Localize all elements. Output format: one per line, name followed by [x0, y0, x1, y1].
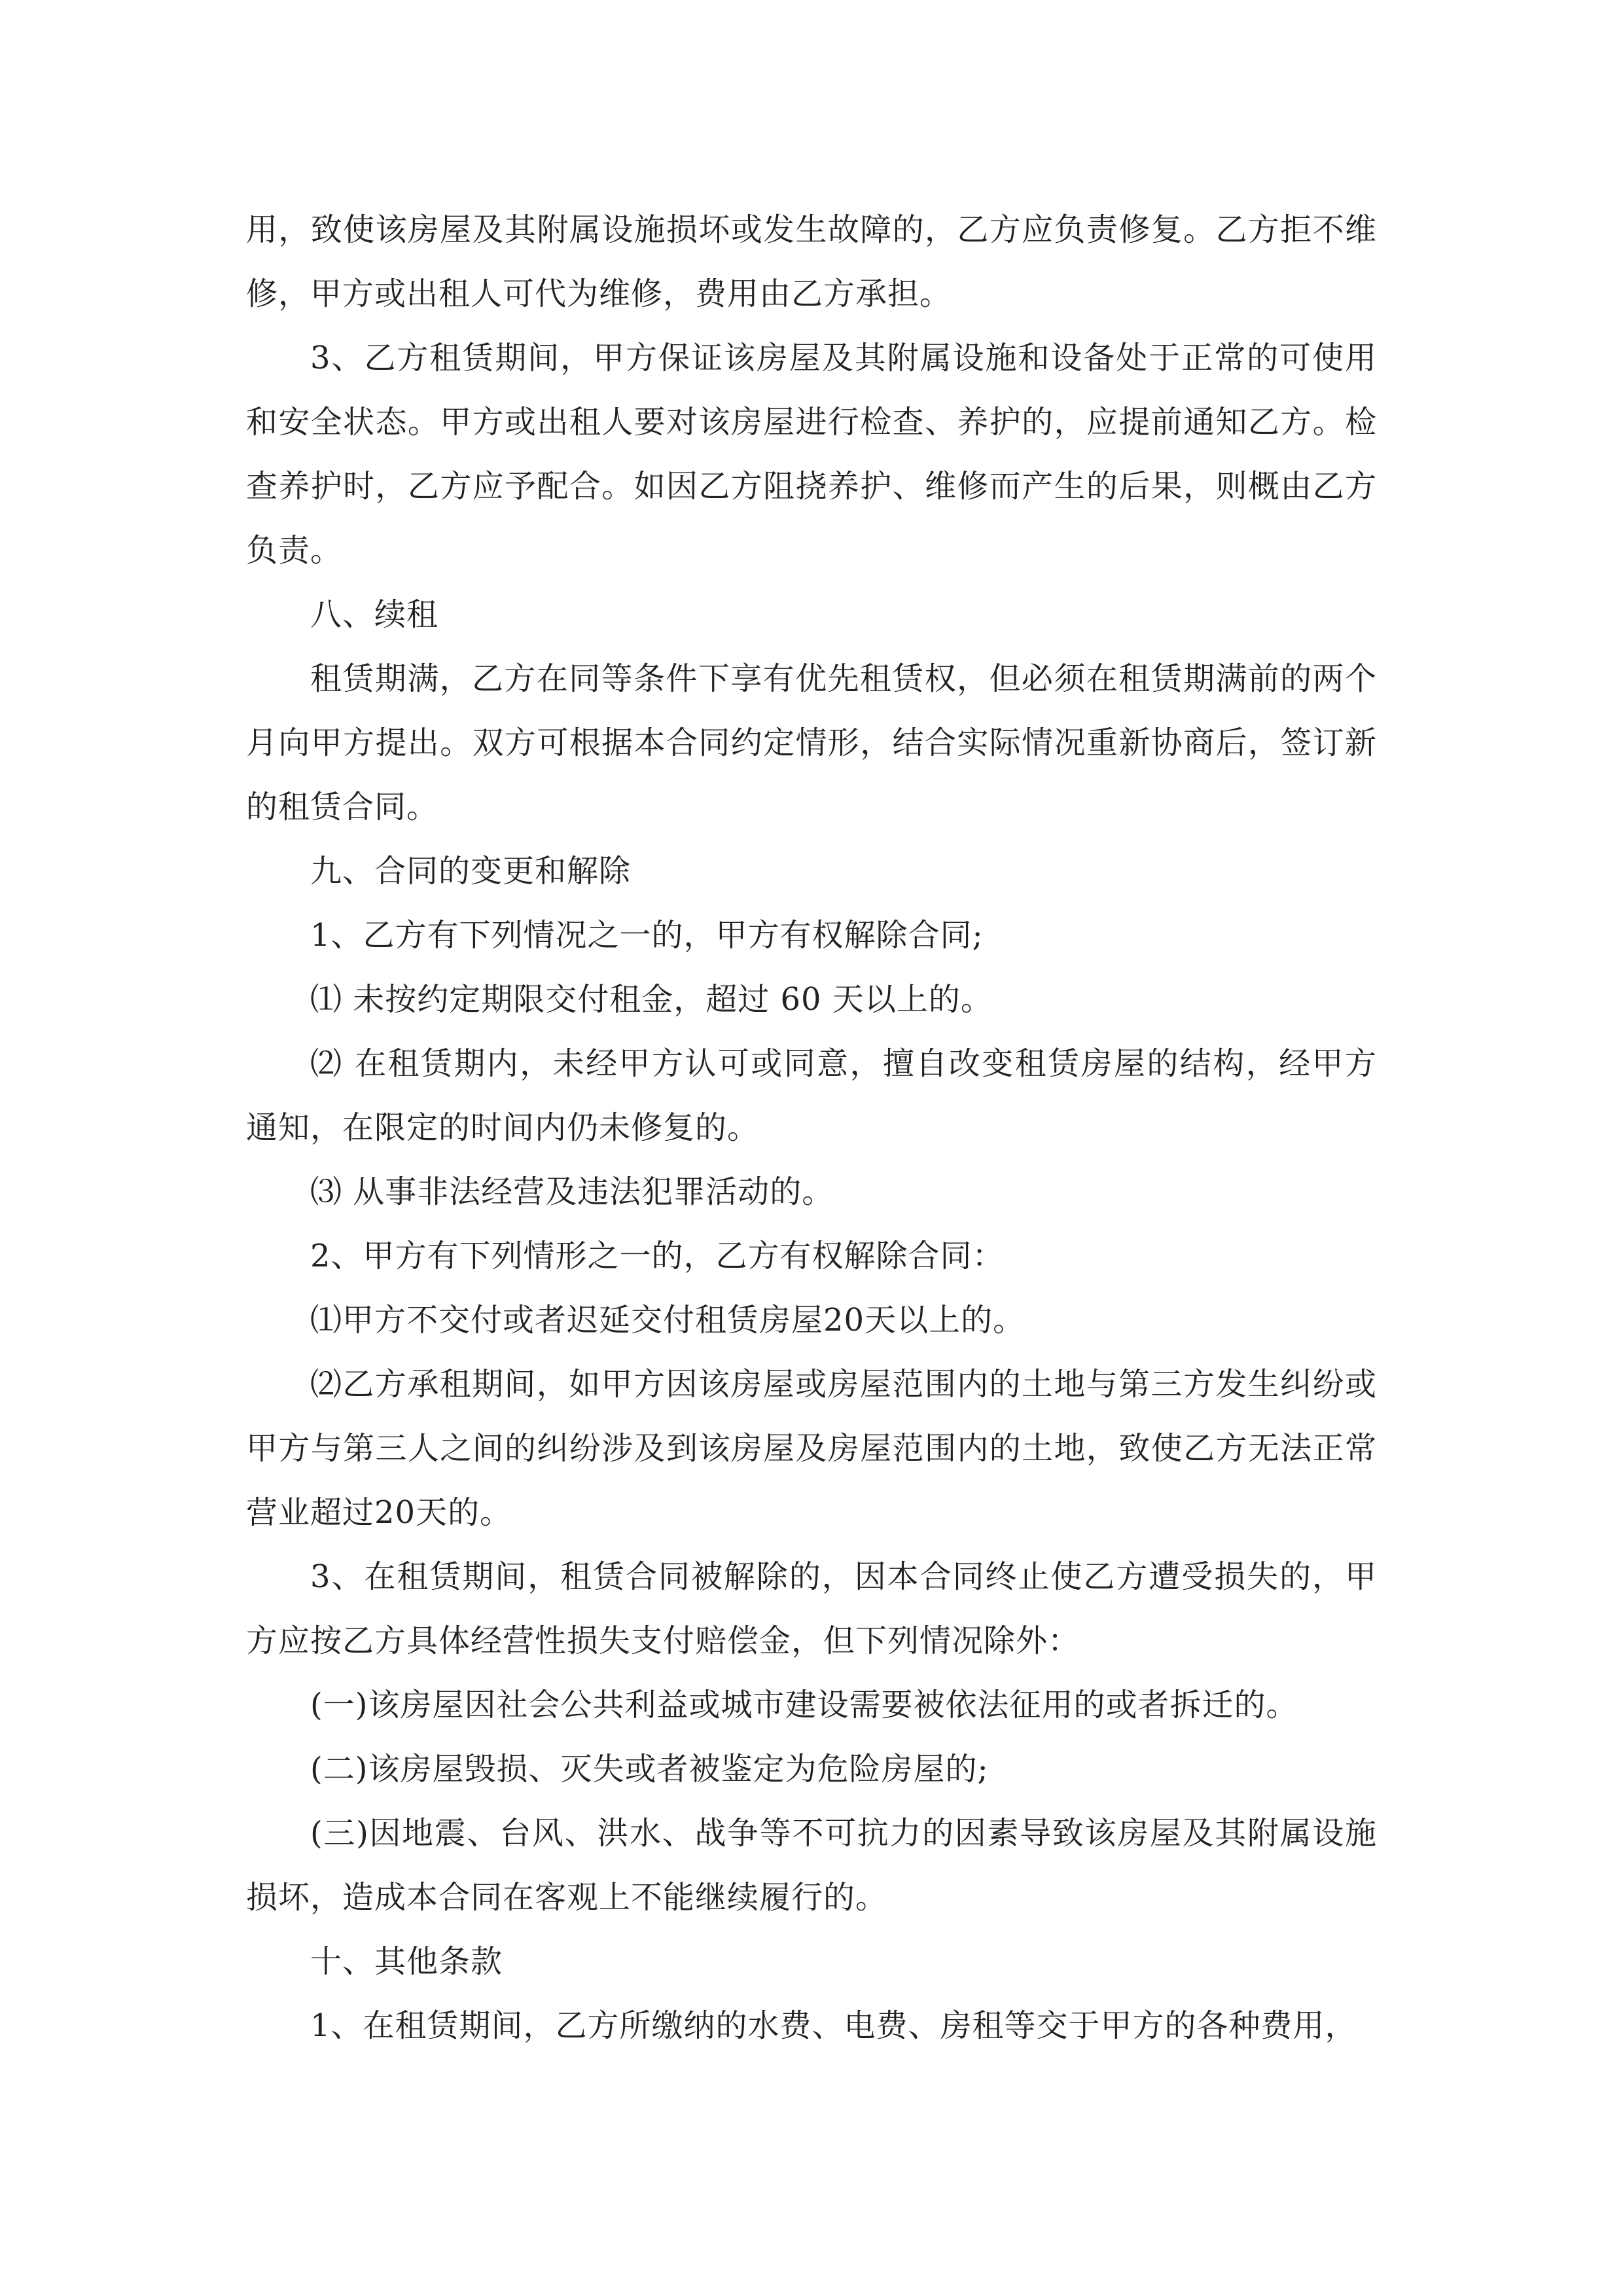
- list-item-structure-change: ⑵ 在租赁期内，未经甲方认可或同意，擅自改变租赁房屋的结构，经甲方通知，在限定的时间内仍未修复的。: [246, 1045, 1377, 1146]
- section-heading-other-terms: 十、其他条款: [310, 1943, 503, 1980]
- paragraph-clause-1-fees: 1、在租赁期间，乙方所缴纳的水费、电费、房租等交于甲方的各种费用，: [310, 2007, 1357, 2044]
- section-heading-renewal: 八、续租: [310, 596, 439, 633]
- list-item-expropriation: (一)该房屋因社会公共利益或城市建设需要被依法征用的或者拆迁的。: [310, 1687, 1298, 1723]
- list-item-dangerous-building: (二)该房屋毁损、灭失或者被鉴定为危险房屋的;: [310, 1751, 989, 1787]
- paragraph-repair-responsibility: 用，致使该房屋及其附属设施损坏或发生故障的，乙方应负责修复。乙方拒不维修，甲方或出租人可代为维修，费用由乙方承担。: [246, 211, 1377, 312]
- paragraph-renewal: 租赁期满，乙方在同等条件下享有优先租赁权，但必须在租赁期满前的两个月向甲方提出。双方可根据本合同约定情形，结合实际情况重新协商后，签订新的租赁合同。: [246, 660, 1377, 825]
- paragraph-clause-3-compensation: 3、在租赁期间，租赁合同被解除的，因本合同终止使乙方遭受损失的，甲方应按乙方具体经营性损失支付赔偿金，但下列情况除外：: [246, 1558, 1377, 1659]
- list-item-illegal-activity: ⑶ 从事非法经营及违法犯罪活动的。: [310, 1174, 834, 1210]
- paragraph-clause-3-safety: 3、乙方租赁期间，甲方保证该房屋及其附属设施和设备处于正常的可使用和安全状态。甲方或出租人要对该房屋进行检查、养护的，应提前通知乙方。检查养护时，乙方应予配合。如因乙方阻挠养护、维修而产生的后果，则概由乙方负责。: [246, 340, 1377, 569]
- list-item-land-dispute: ⑵乙方承租期间，如甲方因该房屋或房屋范围内的土地与第三方发生纠纷或甲方与第三人之间的纠纷涉及到该房屋及房屋范围内的土地，致使乙方无法正常营业超过20天的。: [246, 1366, 1377, 1531]
- list-item-late-delivery: ⑴甲方不交付或者迟延交付租赁房屋20天以上的。: [310, 1302, 1026, 1338]
- section-heading-change-termination: 九、合同的变更和解除: [310, 853, 632, 889]
- document-body: [246, 198, 1377, 2058]
- list-item-unpaid-rent: ⑴ 未按约定期限交付租金，超过 60 天以上的。: [310, 981, 993, 1018]
- paragraph-clause-1-lessor-termination: 1、乙方有下列情况之一的，甲方有权解除合同;: [310, 917, 984, 954]
- list-item-force-majeure: (三)因地震、台风、洪水、战争等不可抗力的因素导致该房屋及其附属设施损坏，造成本合同在客观上不能继续履行的。: [246, 1815, 1377, 1916]
- paragraph-clause-2-lessee-termination: 2、甲方有下列情形之一的，乙方有权解除合同：: [310, 1238, 1005, 1274]
